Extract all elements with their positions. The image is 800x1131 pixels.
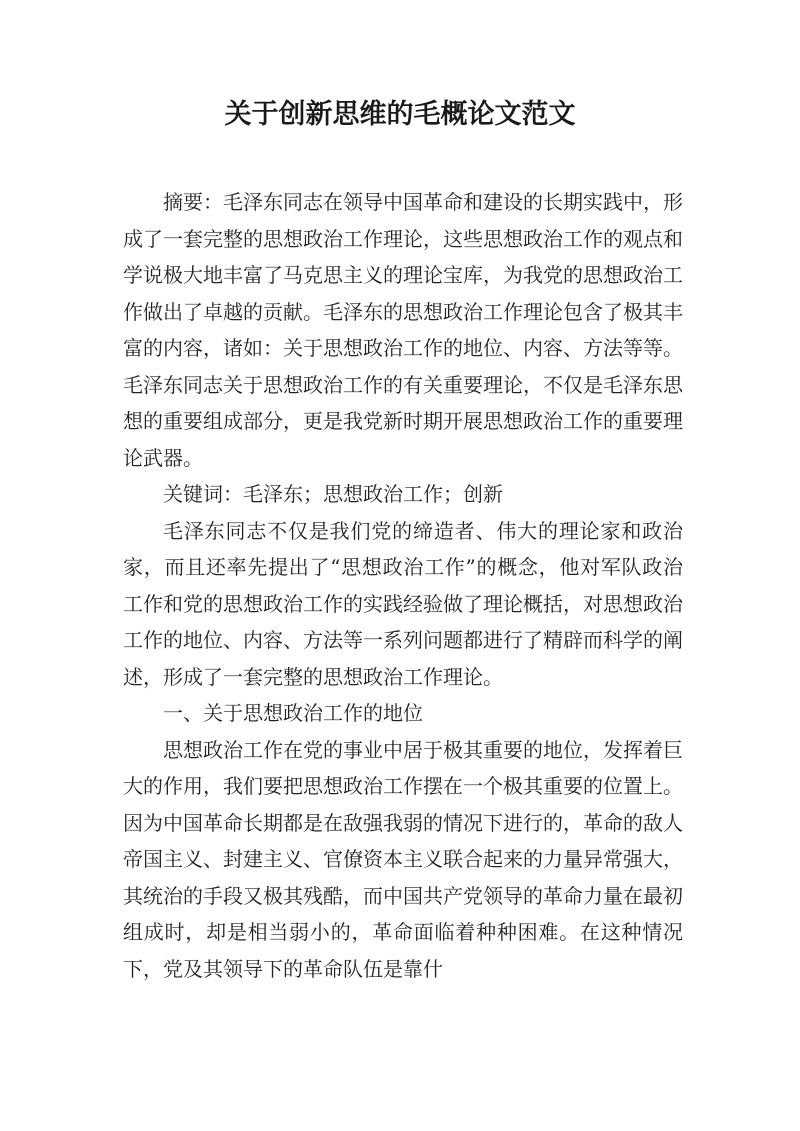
abstract-paragraph: 摘要：毛泽东同志在领导中国革命和建设的长期实践中，形成了一套完整的思想政治工作理论，这些思想政治工作的观点和学说极大地丰富了马克思主义的理论宝库，为我党的思想政治工作做出了卓越的贡献。毛泽东的思想政治工作理论包含了极其丰富的内容，诸如：关于思想政治工作的地位、内容、方法等等。毛泽东同志关于思想政治工作的有关重要理论，不仅是毛泽东思想的重要组成部分，更是我党新时期开展思想政治工作的重要理论武器。 — [123, 190, 683, 470]
document-title: 关于创新思维的毛概论文范文 — [224, 99, 576, 130]
keywords-line: 关键词：毛泽东；思想政治工作；创新 — [163, 482, 503, 506]
section-paragraph: 思想政治工作在党的事业中居于极其重要的地位，发挥着巨大的作用，我们要把思想政治工作摆在一个极其重要的位置上。因为中国革命长期都是在敌强我弱的情况下进行的，革命的敌人帝国主义、封建主义、官僚资本主义联合起来的力量异常强大，其统治的手段又极其残酷，而中国共产党领导的革命力量在最初组成时，却是相当弱小的，革命面临着种种困难。在这种情况下，党及其领导下的革命队伍是靠什 — [123, 737, 683, 981]
document-body — [123, 184, 683, 987]
intro-paragraph: 毛泽东同志不仅是我们党的缔造者、伟大的理论家和政治家，而且还率先提出了“思想政治工作”的概念，他对军队政治工作和党的思想政治工作的实践经验做了理论概括，对思想政治工作的地位、内容、方法等一系列问题都进行了精辟而科学的阐述，形成了一套完整的思想政治工作理论。 — [123, 518, 683, 689]
section-heading: 一、关于思想政治工作的地位 — [163, 701, 423, 725]
